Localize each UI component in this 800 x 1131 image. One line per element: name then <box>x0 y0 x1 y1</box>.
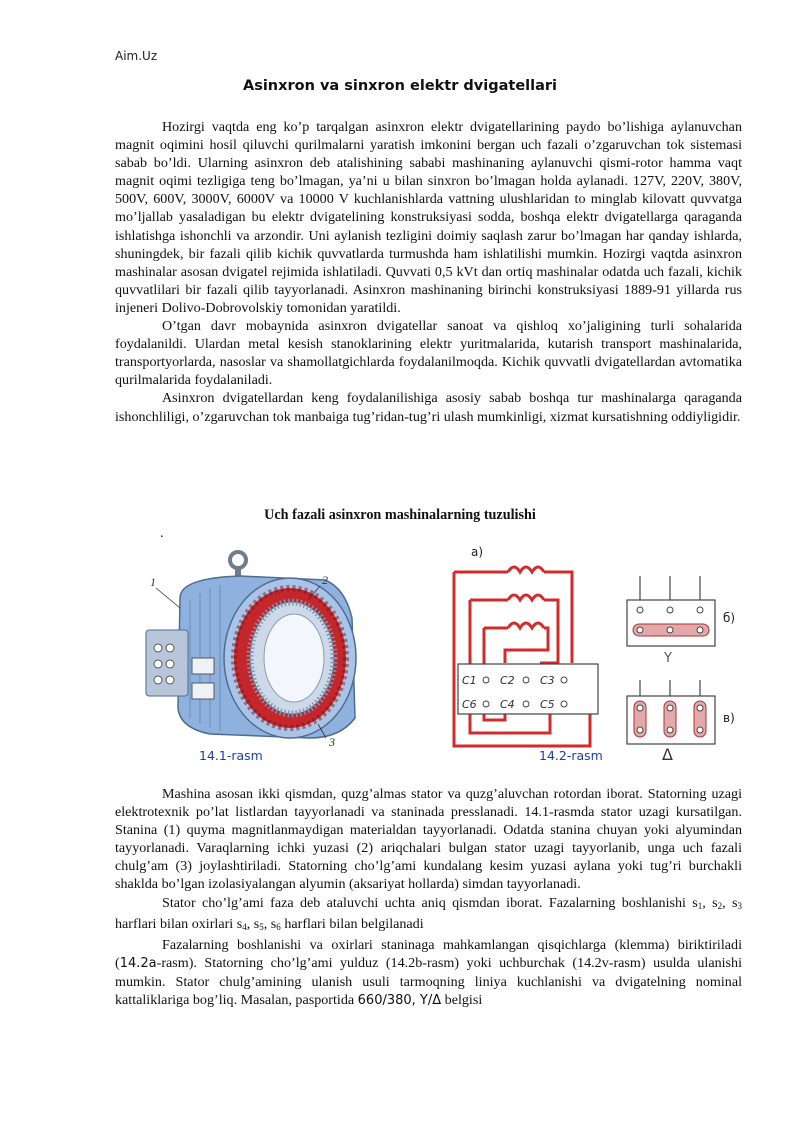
eye-bolt <box>230 552 246 568</box>
intro-text <box>115 118 742 426</box>
terminal-c5: C5 <box>540 698 555 711</box>
label-a: а) <box>471 545 484 559</box>
p6-part2: -rasm). Statorning cho’lg’ami yulduz (14.2b-rasm) yoki uchburchak (14.2v-rasm) usulda ulanishi mumkin. Stator chulg’amining ulanish usuli tarmoqning liniya kuchlanishi va dvigatelning nominal kattaliklariga bog’liq. Masalan, pasportida <box>115 954 742 1009</box>
housing-window-1 <box>192 658 214 674</box>
paragraph-1: Hozirgi vaqtda eng ko’p tarqalgan asinxron elektr dvigatellarining paydo bo’lishiga aylanuvchan magnit oqimini hosil qiluvchi qurilmalarni yaratish imkonini bergan uch fazali o’zgaruvchan tok sistemasi sabab bo’ldi. Ularning asinxron deb atalishining sababi mashinaning aylanuvchi qismi-rotor hamma vaqt magnit oqimi tezligiga teng bo’lmagan, ya’ni u bilan sinxron bo’lmagan holda aylanadi. 127V, 220V, 380V, 500V, 600V, 3000V, 6000V va 10000 V kuchlanishlarda vattning ulushlaridan to minglab kilovatt quvvatga mo’ljallab yasaladigan bu elektr dvigatelining konstruksiyasi sodda, boshqa elektr dvigatellarga qaraganda ishlatishga ishonchli va arzondir. Uni aylanish tezligini doimiy saqlash zarur bo’lmagan har qanday ishlarda, shuningdek, bir fazali qilib kichik quvvatlarda turmushda ham ishlatilishi mumkin. Hozirgi vaqtda asinxron mashinalar asosan dvigatel rejimida ishlatiladi. Quvvati 0,5 kVt dan ortiq mashinalar odatda uch fazali, kichik quvvatlilari bir fazali qilib tayyorlanadi. Asinxron mashinaning birinchi konstruksiyasi 1889-91 yillarda rus injeneri Dolivo-Dobrovolskiy tomonidan yaratildi. <box>115 119 742 316</box>
paragraph-5 <box>115 894 742 936</box>
sub-1: 1 <box>697 900 703 911</box>
star-connection <box>627 576 735 666</box>
stator-illustration <box>146 552 356 749</box>
p5-end: harflari bilan belgilanadi <box>280 915 424 932</box>
delta-connection <box>627 680 735 764</box>
section-title: Uch fazali asinxron mashinalarning tuzulishi <box>264 507 536 523</box>
label-v: в) <box>723 711 735 725</box>
label-b: б) <box>723 611 736 625</box>
housing-window-2 <box>192 683 214 699</box>
description-text <box>115 785 742 1010</box>
sub-3: 3 <box>737 900 742 911</box>
terminal-c1: C1 <box>462 674 477 687</box>
terminal-c6: C6 <box>462 698 477 711</box>
stator-bore <box>264 614 324 702</box>
star-symbol: Y <box>664 651 672 666</box>
sub-5: 5 <box>259 921 264 932</box>
winding-wires <box>454 567 590 746</box>
label-1: 1 <box>150 575 156 589</box>
sub-4: 4 <box>242 921 247 932</box>
p6-part3: belgisi <box>441 992 483 1009</box>
delta-symbol: Δ <box>662 745 673 764</box>
label-3: 3 <box>329 735 335 749</box>
terminal-c2: C2 <box>500 674 515 687</box>
figure-14-2-caption: 14.2-rasm <box>539 748 603 763</box>
terminal-c3: C3 <box>540 674 555 687</box>
terminal-c4: C4 <box>500 698 515 711</box>
stray-mark: . <box>160 526 164 541</box>
figures-area <box>140 538 750 768</box>
p5-sep1: , s <box>702 894 718 911</box>
page-title: Asinxron va sinxron elektr dvigatellari <box>242 78 557 94</box>
leader-1 <box>156 588 180 608</box>
p6-ref-a: 14.2a <box>119 955 157 971</box>
sub-2: 2 <box>717 900 723 911</box>
paragraph-3: Asinxron dvigatellardan keng foydalanilishiga asosiy sabab boshqa tur mashinalarga qaraganda ishonchliligi, o’zgaruvchan tok manbaiga tug’ridan-tug’ri ulash mumkinligi, xizmat kursatishning oddiyligidir. <box>115 390 742 425</box>
p5-sep2: , s <box>722 894 738 911</box>
p5-start: Stator cho’lg’ami faza deb ataluvchi uchta aniq qismdan iborat. Fazalarning boshlanishi s <box>162 894 698 911</box>
paragraph-2: O’tgan davr mobaynida asinxron dvigatellar sanoat va qishloq xo’jaligining turli sohalarida foydalanildi. Ulardan metal kesish stanoklarining elektr yuritmalarida, kutarish transport mashinalarida, transportyorlarda, nasoslar va shamollatgichlarda foydalanilmoqda. Kichik quvvatli dvigatellardan avtomatika qurilmalarida foydalaniladi. <box>115 318 742 389</box>
winding-scheme <box>454 545 598 746</box>
p5-mid: harflari bilan oxirlari s <box>115 915 243 932</box>
sub-6: 6 <box>276 921 281 932</box>
eye-bolt-stem <box>235 566 241 576</box>
paragraph-6 <box>115 936 742 1010</box>
p6-rating: 660/380, Y/Δ <box>357 993 442 1009</box>
paragraph-4: Mashina asosan ikki qismdan, quzg’almas stator va quzg’aluvchan rotordan iborat. Statorning uzagi elektrotexnik po’lat listlardan tayyorlanadi va staninada presslanadi. 14.1-rasmda stator uzagi kursatilgan. Stanina (1) quyma magnitlanmaydigan materialdan tayyorlanadi. Odatda stanina chuyan yoki alyumindan tayyorlanadi. Varaqlarning ichki yuzasi (2) ariqchalari bulgan stator uzagi tayyorlanib, unga uch fazali chulg’am (3) joylashtiriladi. Statorning cho’lg’ami kundalang kesim yuzasi aylana yoki tug’ri burchakli shaklda bo’lgan izolasiyalangan alyumin (aksariyat hollarda) simdan tayyorlanadi. <box>115 786 742 893</box>
p6-part1: Fazalarning boshlanishi va oxirlari staninaga mahkamlangan qisqichlarga (klemma) biriktiriladi ( <box>115 936 742 971</box>
p5-sep5: , s <box>263 915 277 932</box>
site-header: Aim.Uz <box>115 49 158 63</box>
p5-sep4: , s <box>246 915 260 932</box>
figure-14-1-caption: 14.1-rasm <box>199 748 263 763</box>
label-2: 2 <box>322 573 328 587</box>
figures-svg <box>140 538 750 768</box>
